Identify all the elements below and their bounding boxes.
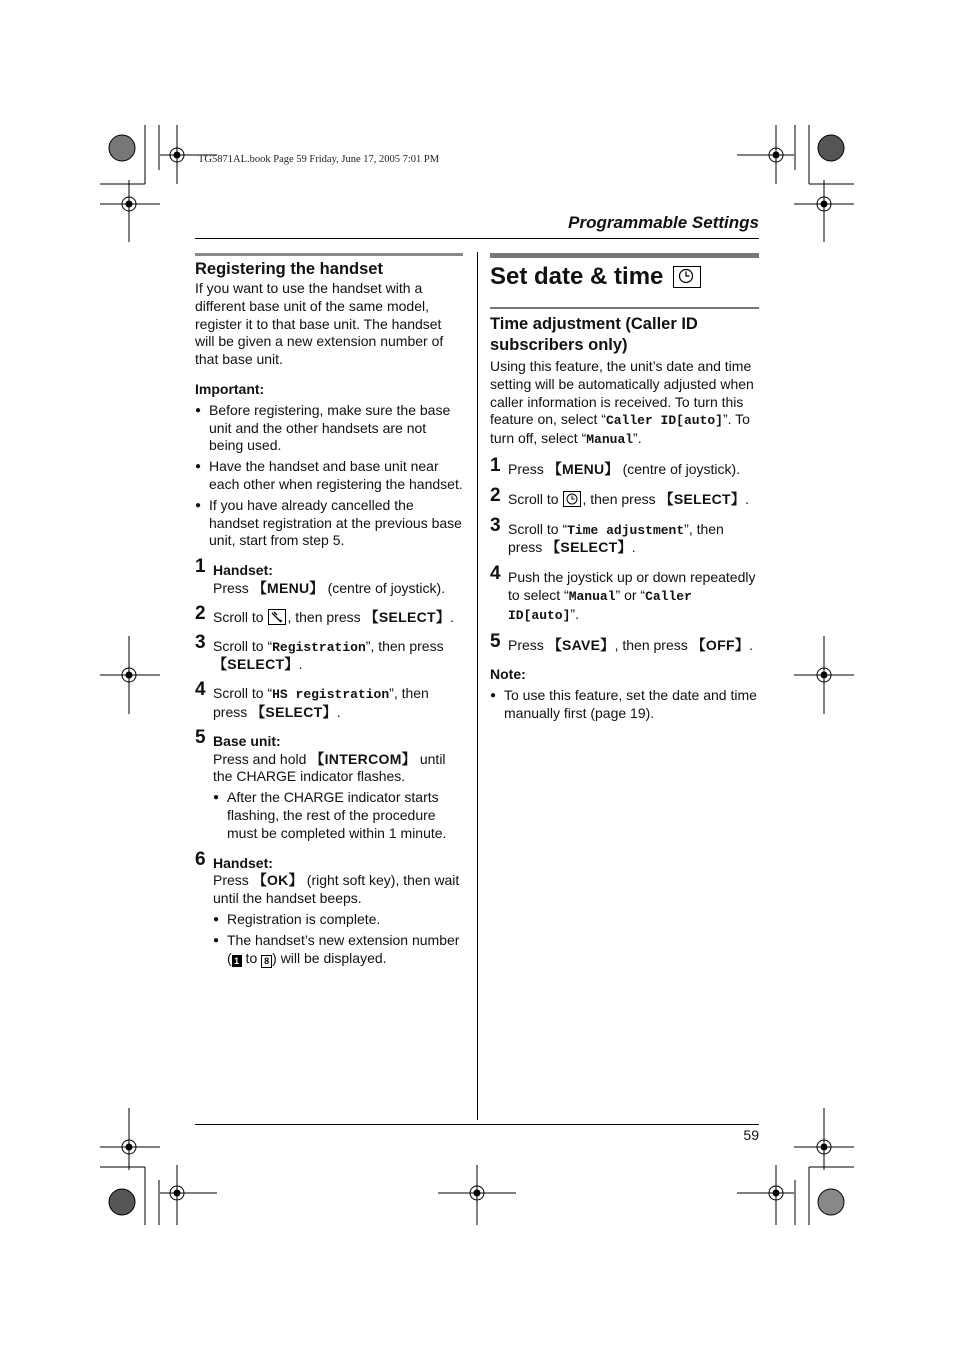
step-text: Scroll to “ bbox=[508, 520, 568, 537]
intro-text: ”. To turn off, select “ bbox=[490, 411, 750, 447]
step-text: . bbox=[631, 539, 636, 556]
step-text: Scroll to bbox=[213, 608, 268, 625]
important-label: Important: bbox=[195, 380, 265, 397]
extension-1-icon: 1 bbox=[232, 955, 242, 967]
step-text: Scroll to “ bbox=[213, 685, 273, 702]
step-label: Handset: bbox=[213, 562, 273, 579]
step-text: (centre of joystick). bbox=[618, 460, 741, 477]
menu-key: 【MENU】 bbox=[547, 460, 619, 477]
step-text: The handset’s new extension number ( bbox=[227, 931, 460, 966]
right-column bbox=[490, 314, 759, 723]
extension-8-icon: 8 bbox=[261, 955, 272, 968]
right-title-rule-top bbox=[490, 253, 759, 258]
step-text: Press bbox=[213, 579, 253, 596]
step-number: 1 bbox=[195, 556, 206, 578]
step-text: Press bbox=[508, 460, 548, 477]
step-text: . bbox=[450, 608, 455, 625]
clock-icon bbox=[563, 491, 581, 507]
step-number: 4 bbox=[490, 563, 501, 585]
step-text: Push the joystick up or down repeatedly to select “ bbox=[508, 569, 756, 603]
important-item: ● Before registering, make sure the base unit and the other handsets are not being used. bbox=[195, 402, 463, 455]
step-text: , then press bbox=[287, 608, 365, 625]
step-1 bbox=[195, 556, 463, 598]
section-title: Programmable Settings bbox=[568, 213, 759, 232]
step-number: 5 bbox=[490, 630, 501, 652]
step-number: 3 bbox=[490, 514, 501, 536]
step-text: ) will be displayed. bbox=[272, 949, 387, 966]
dt-step-3 bbox=[490, 514, 759, 558]
step-6 bbox=[195, 848, 463, 968]
step-text: to bbox=[241, 949, 262, 966]
step-5-bullets bbox=[213, 789, 463, 842]
step-label: Base unit: bbox=[213, 732, 281, 749]
step-number: 5 bbox=[195, 726, 206, 748]
important-list bbox=[195, 402, 463, 550]
footer-rule bbox=[195, 1124, 759, 1125]
select-key: 【SELECT】 bbox=[364, 608, 451, 625]
note-item: ● To use this feature, set the date and time manually first (page 19). bbox=[490, 687, 759, 723]
note-label: Note: bbox=[490, 666, 526, 683]
menu-option: Time adjustment bbox=[567, 522, 685, 538]
page-number: 59 bbox=[743, 1127, 759, 1143]
date-time-title: Set date & time bbox=[490, 263, 664, 290]
step-2 bbox=[195, 602, 463, 627]
step-text: . bbox=[745, 490, 750, 507]
menu-option: Manual bbox=[568, 588, 616, 604]
print-info: TG5871AL.book Page 59 Friday, June 17, 2005 7:01 PM bbox=[198, 154, 440, 165]
menu-option: Caller ID[auto] bbox=[605, 413, 723, 429]
select-key: 【SELECT】 bbox=[251, 703, 337, 720]
menu-option: Caller ID[auto] bbox=[508, 588, 692, 623]
step-4 bbox=[195, 679, 463, 722]
dt-step-5 bbox=[490, 630, 759, 655]
step-text: Scroll to bbox=[508, 490, 563, 507]
step-number: 2 bbox=[195, 602, 206, 624]
step-text: Press bbox=[508, 636, 548, 653]
menu-option: HS registration bbox=[272, 687, 390, 703]
step-bullet: ● After the CHARGE indicator starts flashing, the rest of the procedure must be completed within 1 minute. bbox=[213, 789, 463, 842]
time-adjust-intro bbox=[490, 358, 759, 449]
intercom-key: 【INTERCOM】 bbox=[310, 750, 416, 767]
menu-option: Registration bbox=[272, 639, 366, 655]
step-text: until the CHARGE indicator flashes. bbox=[213, 750, 446, 785]
step-text: ”, then press bbox=[508, 520, 724, 556]
step-text: Press bbox=[213, 872, 253, 889]
registering-intro: If you want to use the handset with a different base unit of the same model, register it to that base unit. The handset will be given a new extension number of that base unit. bbox=[195, 280, 444, 368]
step-label: Handset: bbox=[213, 854, 273, 871]
left-column bbox=[195, 259, 463, 968]
handset-settings-icon bbox=[268, 609, 286, 625]
step-text: ”. bbox=[570, 605, 579, 622]
step-6-bullets bbox=[213, 911, 463, 968]
step-text: Press and hold bbox=[213, 750, 311, 767]
dt-step-2 bbox=[490, 484, 759, 509]
header-rule bbox=[195, 238, 759, 239]
select-key: 【SELECT】 bbox=[213, 656, 299, 673]
step-text: . bbox=[298, 656, 303, 673]
step-text: , then press bbox=[614, 636, 692, 653]
registering-title: Registering the handset bbox=[195, 260, 383, 278]
important-item: ● Have the handset and base unit near each other when registering the handset. bbox=[195, 458, 463, 494]
left-title-rule bbox=[195, 253, 463, 256]
off-key: 【OFF】 bbox=[691, 636, 750, 653]
step-bullet bbox=[213, 932, 463, 968]
clock-icon bbox=[673, 266, 701, 288]
step-bullet: ● Registration is complete. bbox=[213, 911, 463, 929]
right-title-rule-bottom bbox=[490, 307, 759, 309]
step-text: ”, then press bbox=[213, 685, 429, 720]
step-text: ” or “ bbox=[615, 586, 646, 603]
step-text: . bbox=[336, 703, 341, 720]
step-number: 2 bbox=[490, 484, 501, 506]
date-time-title-row bbox=[490, 263, 701, 291]
save-key: 【SAVE】 bbox=[547, 636, 615, 653]
step-text: , then press bbox=[582, 490, 660, 507]
menu-option: Manual bbox=[586, 432, 634, 448]
select-key: 【SELECT】 bbox=[546, 539, 632, 556]
time-adjust-subtitle: Time adjustment (Caller ID subscribers only) bbox=[490, 315, 698, 354]
step-number: 4 bbox=[195, 679, 206, 701]
step-number: 3 bbox=[195, 631, 206, 653]
ok-key: 【OK】 bbox=[252, 872, 303, 889]
important-item: ● If you have already cancelled the handset registration at the previous base unit, start from step 5. bbox=[195, 497, 463, 550]
step-text: (right soft key), then wait until the handset beeps. bbox=[213, 872, 460, 907]
step-text: . bbox=[749, 636, 754, 653]
step-5 bbox=[195, 726, 463, 843]
column-divider bbox=[477, 252, 478, 1120]
step-number: 1 bbox=[490, 454, 501, 476]
note-list bbox=[490, 687, 759, 723]
step-text: (centre of joystick). bbox=[323, 579, 446, 596]
step-text: Scroll to “ bbox=[213, 637, 273, 654]
step-number: 6 bbox=[195, 848, 206, 870]
dt-step-4 bbox=[490, 563, 759, 624]
dt-step-1 bbox=[490, 454, 759, 479]
select-key: 【SELECT】 bbox=[659, 490, 746, 507]
intro-text: ”. bbox=[633, 430, 642, 447]
menu-key: 【MENU】 bbox=[252, 579, 324, 596]
intro-text: Using this feature, the unit’s date and time setting will be automatically adjusted when caller information is received. To turn this feature on, select “ bbox=[490, 358, 754, 428]
step-3 bbox=[195, 631, 463, 675]
step-text: ”, then press bbox=[365, 637, 444, 654]
